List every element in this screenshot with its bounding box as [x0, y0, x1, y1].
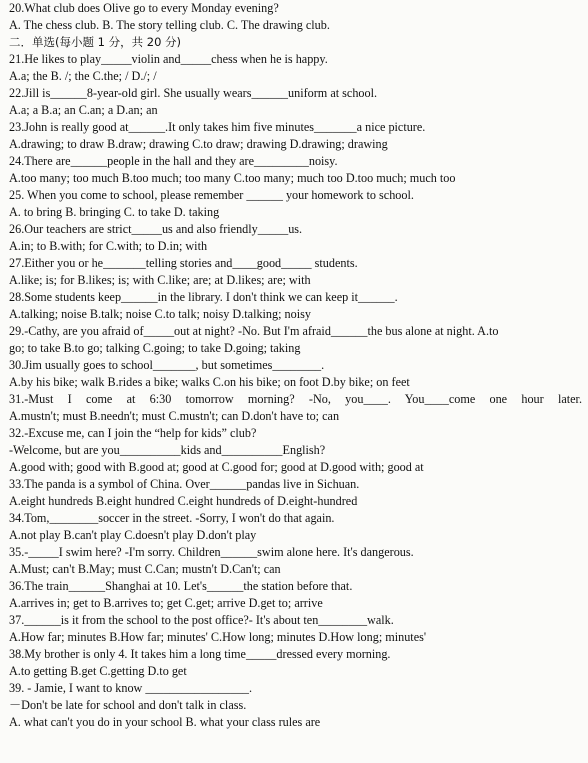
question-27: 27.Either you or he_______telling stories and____good_____ students. [9, 256, 358, 270]
question-20: 20.What club does Olive go to every Monday evening? [9, 1, 279, 15]
options-31: A.mustn't; must B.needn't; must C.mustn't; can D.don't have to; can [9, 409, 340, 423]
question-22: 22.Jill is______8-year-old girl. She usually wears______uniform at school. [9, 86, 378, 100]
options-21: A.a; the B. /; the C.the; / D./; / [9, 69, 157, 83]
question-30: 30.Jim usually goes to school_______, but sometimes________. [9, 358, 325, 372]
options-20: A. The chess club. B. The story telling club. C. The drawing club. [9, 18, 330, 32]
question-24: 24.There are______people in the hall and they are_________noisy. [9, 154, 338, 168]
section-heading: 二．单选(每小题 1 分，共 20 分) [9, 35, 182, 49]
question-21: 21.He likes to play_____violin and_____chess when he is happy. [9, 52, 328, 66]
options-33: A.eight hundreds B.eight hundred C.eight hundreds of D.eight-hundred [9, 494, 358, 508]
question-32: 32.-Excuse me, can I join the “help for kids” club? [9, 426, 257, 440]
options-26: A.in; to B.with; for C.with; to D.in; with [9, 239, 208, 253]
question-35: 35.-_____I swim here? -I'm sorry. Children______swim alone here. It's dangerous. [9, 545, 414, 559]
options-37: A.How far; minutes B.How far; minutes' C.How long; minutes D.How long; minutes' [9, 630, 427, 644]
options-25: A. to bring B. bringing C. to take D. taking [9, 205, 220, 219]
options-22: A.a; a B.a; an C.an; a D.an; an [9, 103, 158, 117]
question-33: 33.The panda is a symbol of China. Over______pandas live in Sichuan. [9, 477, 360, 491]
question-32-line-2: -Welcome, but are you__________kids and__________English? [9, 443, 326, 457]
question-25: 25. When you come to school, please remember ______ your homework to school. [9, 188, 414, 202]
options-30: A.by his bike; walk B.rides a bike; walks C.on his bike; on foot D.by bike; on feet [9, 375, 410, 389]
options-24: A.too many; too much B.too much; too many C.too many; much too D.too much; much too [9, 171, 456, 185]
options-39: A. what can't you do in your school B. what your class rules are [9, 715, 321, 729]
question-39: 39. - Jamie, I want to know _________________. [9, 681, 253, 695]
question-31: 31.-Must I come at 6:30 tomorrow morning? -No, you____. You____come one hour later. [9, 392, 582, 406]
question-29: 29.-Cathy, are you afraid of_____out at night? -No. But I'm afraid______the bus alone at night. A.to [9, 324, 499, 338]
options-32: A.good with; good with B.good at; good at C.good for; good at D.good with; good at [9, 460, 424, 474]
options-36: A.arrives in; get to B.arrives to; get C.get; arrive D.get to; arrive [9, 596, 323, 610]
options-38: A.to getting B.get C.getting D.to get [9, 664, 187, 678]
question-34: 34.Tom,________soccer in the street. -Sorry, I won't do that again. [9, 511, 335, 525]
options-28: A.talking; noise B.talk; noise C.to talk; noisy D.talking; noisy [9, 307, 311, 321]
question-37: 37.______is it from the school to the post office?- It's about ten________walk. [9, 613, 394, 627]
question-26: 26.Our teachers are strict_____us and also friendly_____us. [9, 222, 303, 236]
question-39-line-2: －Don't be late for school and don't talk in class. [9, 698, 247, 712]
question-28: 28.Some students keep______in the library. I don't think we can keep it______. [9, 290, 398, 304]
options-29: go; to take B.to go; talking C.going; to take D.going; taking [9, 341, 301, 355]
question-23: 23.John is really good at______.It only takes him five minutes_______a nice picture. [9, 120, 426, 134]
options-35: A.Must; can't B.May; must C.Can; mustn't D.Can't; can [9, 562, 281, 576]
question-36: 36.The train______Shanghai at 10. Let's______the station before that. [9, 579, 353, 593]
question-38: 38.My brother is only 4. It takes him a long time_____dressed every morning. [9, 647, 391, 661]
options-27: A.like; is; for B.likes; is; with C.like; are; at D.likes; are; with [9, 273, 311, 287]
options-34: A.not play B.can't play C.doesn't play D.don't play [9, 528, 257, 542]
options-23: A.drawing; to draw B.draw; drawing C.to draw; drawing D.drawing; drawing [9, 137, 388, 151]
